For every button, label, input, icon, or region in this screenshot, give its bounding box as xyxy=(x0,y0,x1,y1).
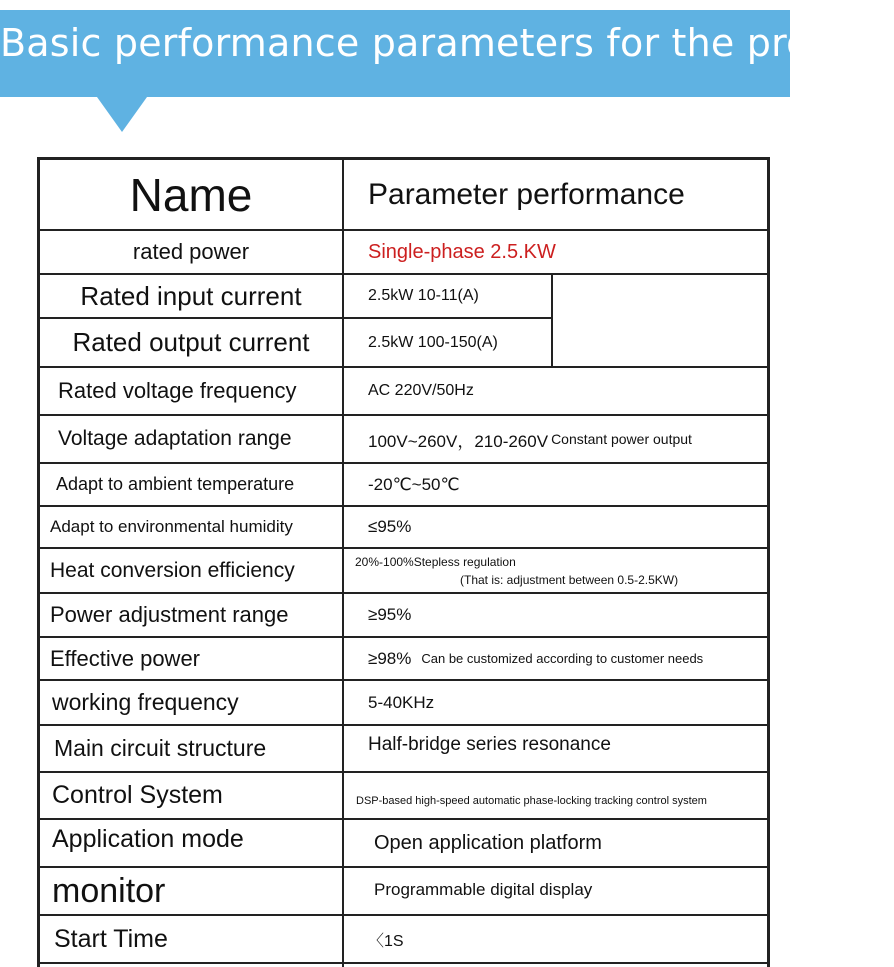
row-name: Application mode xyxy=(52,824,244,853)
row-name: Heat conversion efficiency xyxy=(50,558,295,582)
row-value: 2.5kW 10-11(A) xyxy=(368,287,479,304)
row-value: ≥95% xyxy=(368,605,412,624)
row-value xyxy=(344,416,768,462)
row-value: Half-bridge series resonance xyxy=(368,734,611,755)
row-value xyxy=(344,549,768,592)
row-name: Rated output current xyxy=(72,327,310,357)
row-name: Start Time xyxy=(54,924,168,953)
row-value: Programmable digital display xyxy=(374,880,593,899)
row-name: Main circuit structure xyxy=(54,735,267,761)
row-name: Control System xyxy=(52,781,223,809)
row-value: Open application platform xyxy=(374,831,602,854)
row-value xyxy=(344,638,768,679)
row-name: Effective power xyxy=(50,645,201,671)
row-value-main: 20%-100%Stepless regulation xyxy=(355,554,516,569)
row-value: ≤95% xyxy=(368,517,412,536)
banner-title: Basic performance parameters for the product xyxy=(0,21,894,65)
row-name: working frequency xyxy=(52,689,239,715)
header-parameter: Parameter performance xyxy=(368,177,685,211)
row-value-note: Constant power output xyxy=(551,431,692,447)
row-name: Power adjustment range xyxy=(50,602,289,627)
row-value: DSP-based high-speed automatic phase-locking tracking control system xyxy=(356,795,707,807)
row-name: monitor xyxy=(52,871,166,910)
row-name: rated power xyxy=(132,239,250,264)
row-value: 5-40KHz xyxy=(368,692,435,712)
row-value: 〈1S xyxy=(368,932,404,950)
row-value-main: 100V~260V，210-260V xyxy=(368,431,549,451)
header-name: Name xyxy=(129,168,253,221)
row-value: Single-phase 2.5.KW xyxy=(368,240,556,263)
row-name: Voltage adaptation range xyxy=(58,427,292,450)
table-line xyxy=(37,962,769,964)
row-name: Adapt to environmental humidity xyxy=(50,517,293,536)
row-value-note: (That is: adjustment between 0.5-2.5KW) xyxy=(460,572,679,587)
row-value-note: Can be customized according to customer needs xyxy=(421,651,704,666)
row-name: Rated input current xyxy=(80,280,302,311)
row-value: 2.5kW 100-150(A) xyxy=(368,333,498,351)
table-line xyxy=(551,273,553,368)
row-value-main: ≥98% xyxy=(368,648,412,668)
row-value: -20℃~50℃ xyxy=(368,474,460,494)
row-value: AC 220V/50Hz xyxy=(368,382,474,399)
row-name: Adapt to ambient temperature xyxy=(56,474,295,494)
row-name: Rated voltage frequency xyxy=(58,378,297,403)
